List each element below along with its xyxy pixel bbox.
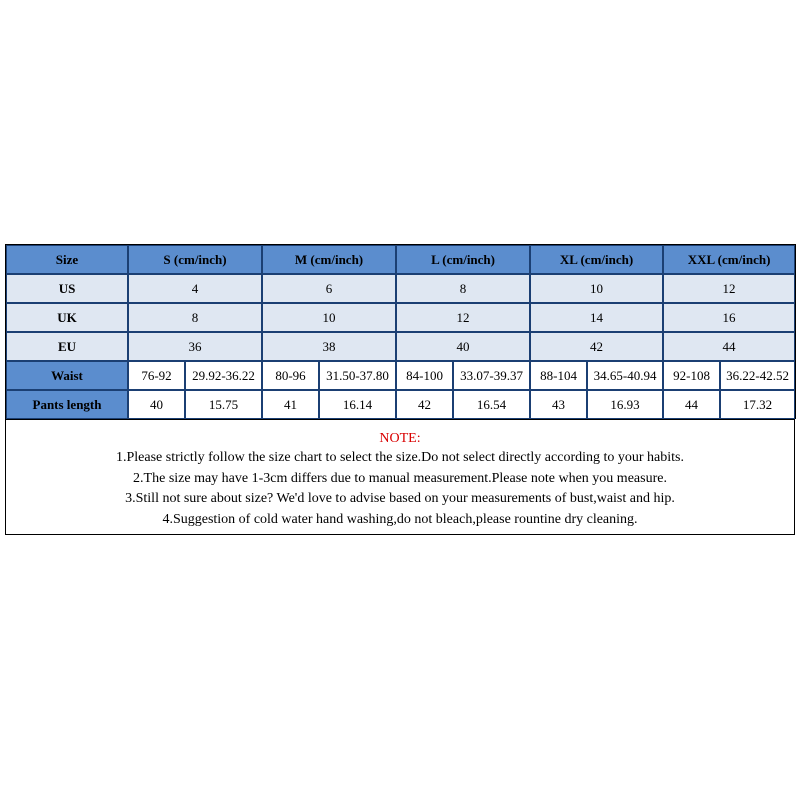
size-chart bbox=[5, 244, 795, 535]
header-m: M (cm/inch) bbox=[262, 245, 396, 274]
row-label: Waist bbox=[6, 361, 128, 390]
table-cell: 16 bbox=[663, 303, 795, 332]
row-label: Pants length bbox=[6, 390, 128, 419]
table-cell: 80-96 bbox=[262, 361, 319, 390]
table-cell: 92-108 bbox=[663, 361, 720, 390]
table-cell: 8 bbox=[128, 303, 262, 332]
table-cell: 14 bbox=[530, 303, 663, 332]
table-cell: 42 bbox=[396, 390, 453, 419]
table-cell: 76-92 bbox=[128, 361, 185, 390]
header-xxl: XXL (cm/inch) bbox=[663, 245, 795, 274]
header-xl: XL (cm/inch) bbox=[530, 245, 663, 274]
table-cell: 42 bbox=[530, 332, 663, 361]
row-label: EU bbox=[6, 332, 128, 361]
table-cell: 10 bbox=[530, 274, 663, 303]
table-cell: 36.22-42.52 bbox=[720, 361, 795, 390]
table-cell: 6 bbox=[262, 274, 396, 303]
table-cell: 31.50-37.80 bbox=[319, 361, 396, 390]
table-cell: 34.65-40.94 bbox=[587, 361, 663, 390]
table-cell: 12 bbox=[396, 303, 530, 332]
note-title: NOTE: bbox=[379, 431, 421, 446]
table-cell: 16.14 bbox=[319, 390, 396, 419]
table-cell: 44 bbox=[663, 390, 720, 419]
header-s: S (cm/inch) bbox=[128, 245, 262, 274]
table-row-pants-length bbox=[6, 390, 795, 419]
table-cell: 29.92-36.22 bbox=[185, 361, 262, 390]
header-size: Size bbox=[6, 245, 128, 274]
table-cell: 44 bbox=[663, 332, 795, 361]
note-box bbox=[5, 419, 795, 535]
table-row-us bbox=[6, 274, 795, 303]
header-row bbox=[6, 245, 795, 274]
table-cell: 40 bbox=[396, 332, 530, 361]
table-cell: 41 bbox=[262, 390, 319, 419]
size-table bbox=[5, 244, 796, 419]
table-cell: 17.32 bbox=[720, 390, 795, 419]
table-cell: 36 bbox=[128, 332, 262, 361]
table-row-eu bbox=[6, 332, 795, 361]
table-cell: 88-104 bbox=[530, 361, 587, 390]
row-label: UK bbox=[6, 303, 128, 332]
table-cell: 40 bbox=[128, 390, 185, 419]
table-cell: 4 bbox=[128, 274, 262, 303]
header-l: L (cm/inch) bbox=[396, 245, 530, 274]
table-cell: 16.54 bbox=[453, 390, 530, 419]
table-cell: 84-100 bbox=[396, 361, 453, 390]
table-cell: 38 bbox=[262, 332, 396, 361]
note-line-2: 2.The size may have 1-3cm differs due to manual measurement.Please note when you measure. bbox=[133, 470, 667, 486]
note-line-4: 4.Suggestion of cold water hand washing,do not bleach,please rountine dry cleaning. bbox=[162, 511, 638, 527]
note-line-1: 1.Please strictly follow the size chart to select the size.Do not select directly according to your habits. bbox=[116, 450, 684, 465]
table-row-uk bbox=[6, 303, 795, 332]
table-row-waist bbox=[6, 361, 795, 390]
table-cell: 16.93 bbox=[587, 390, 663, 419]
table-cell: 33.07-39.37 bbox=[453, 361, 530, 390]
table-cell: 43 bbox=[530, 390, 587, 419]
table-cell: 15.75 bbox=[185, 390, 262, 419]
table-cell: 10 bbox=[262, 303, 396, 332]
row-label: US bbox=[6, 274, 128, 303]
note-line-3: 3.Still not sure about size? We'd love to advise based on your measurements of bust,waist and hip. bbox=[125, 491, 675, 506]
table-cell: 8 bbox=[396, 274, 530, 303]
table-cell: 12 bbox=[663, 274, 795, 303]
